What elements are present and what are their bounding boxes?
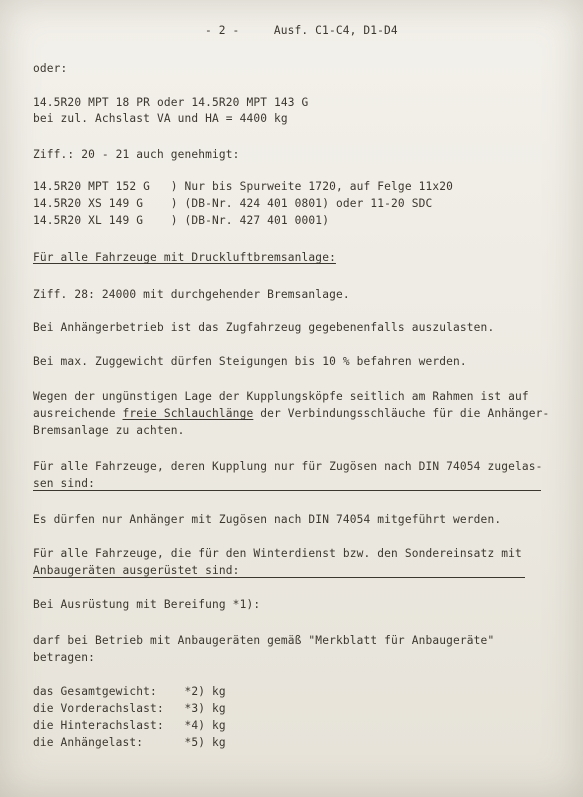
section-heading: Für alle Fahrzeuge mit Druckluftbremsanlage: xyxy=(33,251,336,264)
text-line: Ziff. 28: 24000 mit durchgehender Bremsanlage. xyxy=(33,288,350,301)
text-line xyxy=(33,407,549,421)
text-line: bei zul. Achslast VA und HA = 4400 kg xyxy=(33,112,288,125)
text-line: betragen: xyxy=(33,651,95,664)
section-heading: Anbaugeräten ausgerüstet sind: xyxy=(33,564,240,577)
text-line: Bei Ausrüstung mit Bereifung *1): xyxy=(33,598,261,611)
text-line: 14.5R20 MPT 152 G ) Nur bis Spurweite 1720, auf Felge 11x20 xyxy=(33,180,454,193)
underlined-phrase: freie Schlauchlänge xyxy=(122,407,254,420)
text-segment: ausreichende xyxy=(33,407,123,420)
text-line: Bei Anhängerbetrieb ist das Zugfahrzeug gegebenenfalls auszulasten. xyxy=(33,321,495,334)
text-line: Bremsanlage zu achten. xyxy=(33,424,185,437)
text-line: Wegen der ungünstigen Lage der Kupplungsköpfe seitlich am Rahmen ist auf xyxy=(33,390,529,403)
text-line: 14.5R20 XL 149 G ) (DB-Nr. 427 401 0001) xyxy=(33,214,330,227)
text-line: Ziff.: 20 - 21 auch genehmigt: xyxy=(33,148,240,161)
heading-underline xyxy=(33,490,541,491)
text-line: darf bei Betrieb mit Anbaugeräten gemäß "Merkblatt für Anbaugeräte" xyxy=(33,634,495,647)
section-heading: sen sind: xyxy=(33,477,95,490)
weight-row: die Vorderachslast: *3) kg xyxy=(33,702,226,715)
heading-underline xyxy=(33,577,525,578)
text-line: oder: xyxy=(33,62,68,75)
section-heading: Für alle Fahrzeuge, die für den Winterdienst bzw. den Sondereinsatz mit xyxy=(33,547,522,560)
section-heading: Für alle Fahrzeuge, deren Kupplung nur für Zugösen nach DIN 74054 zugelas- xyxy=(33,460,543,473)
page-header: - 2 - Ausf. C1-C4, D1-D4 xyxy=(205,24,398,37)
text-line: 14.5R20 XS 149 G ) (DB-Nr. 424 401 0801) oder 11-20 SDC xyxy=(33,197,433,210)
text-segment: der Verbindungsschläuche für die Anhänger- xyxy=(253,407,550,420)
text-line: 14.5R20 MPT 18 PR oder 14.5R20 MPT 143 G xyxy=(33,96,309,109)
weight-row: das Gesamtgewicht: *2) kg xyxy=(33,685,226,698)
text-line: Bei max. Zuggewicht dürfen Steigungen bis 10 % befahren werden. xyxy=(33,355,467,368)
weight-row: die Anhängelast: *5) kg xyxy=(33,736,226,749)
weight-row: die Hinterachslast: *4) kg xyxy=(33,719,226,732)
text-line: Es dürfen nur Anhänger mit Zugösen nach DIN 74054 mitgeführt werden. xyxy=(33,513,502,526)
